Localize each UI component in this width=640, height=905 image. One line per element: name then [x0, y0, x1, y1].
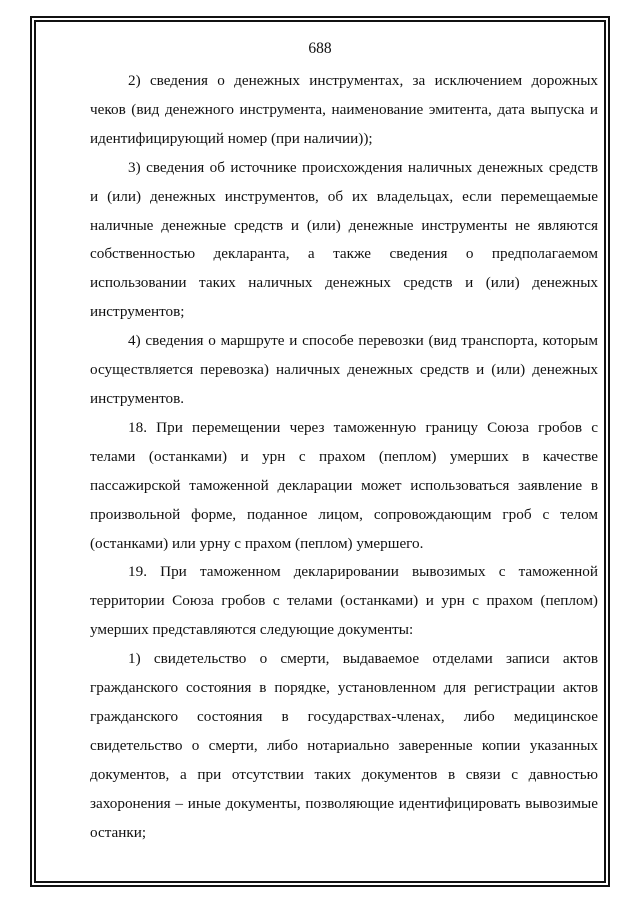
paragraph-19-required-documents: 19. При таможенном декларировании вывозимых с таможенной территории Союза гробов с телами (останками) и урн с прахом (пеплом) умерших представляются следующие документы:	[90, 563, 598, 639]
paragraph-item-4-transport-route: 4) сведения о маршруте и способе перевозки (вид транспорта, которым осуществляется перевозка) наличных денежных средств и (или) денежных инструментов.	[90, 332, 598, 407]
paragraph-item-2-monetary-instruments: 2) сведения о денежных инструментах, за исключением дорожных чеков (вид денежного инструмента, наименование эмитента, дата выпуска и идентифицирующий номер (при наличии));	[90, 72, 598, 147]
document-body	[90, 67, 598, 847]
paragraph-18-coffins-urns: 18. При перемещении через таможенную границу Союза гробов с телами (останками) и урн с прахом (пеплом) умерших в качестве пассажирской таможенной декларации может использоваться заявление в произвольной форме, поданное лицом, сопровождающим гроб с телом (останками) или урну с прахом (пеплом) умершего.	[90, 418, 598, 552]
paragraph-item-3-cash-origin: 3) сведения об источнике происхождения наличных денежных средств и (или) денежных инструментов, об их владельцах, если перемещаемые наличные денежные средств и (или) денежные инструменты не являются собственностью декларанта, а также сведения о предполагаемом использовании таких наличных денежных средств и (или) денежных инструментов;	[90, 158, 598, 321]
paragraph-item-1-death-certificate: 1) свидетельство о смерти, выдаваемое отделами записи актов гражданского состояния в порядке, установленном для регистрации актов гражданского состояния в государствах-членах, либо медицинское свидетельство о смерти, либо нотариально заверенные копии указанных документов, а при отсутствии таких документов в связи с давностью захоронения – иные документы, позволяющие идентифицировать вывозимые останки;	[90, 650, 598, 841]
page-number: 688	[308, 40, 332, 57]
